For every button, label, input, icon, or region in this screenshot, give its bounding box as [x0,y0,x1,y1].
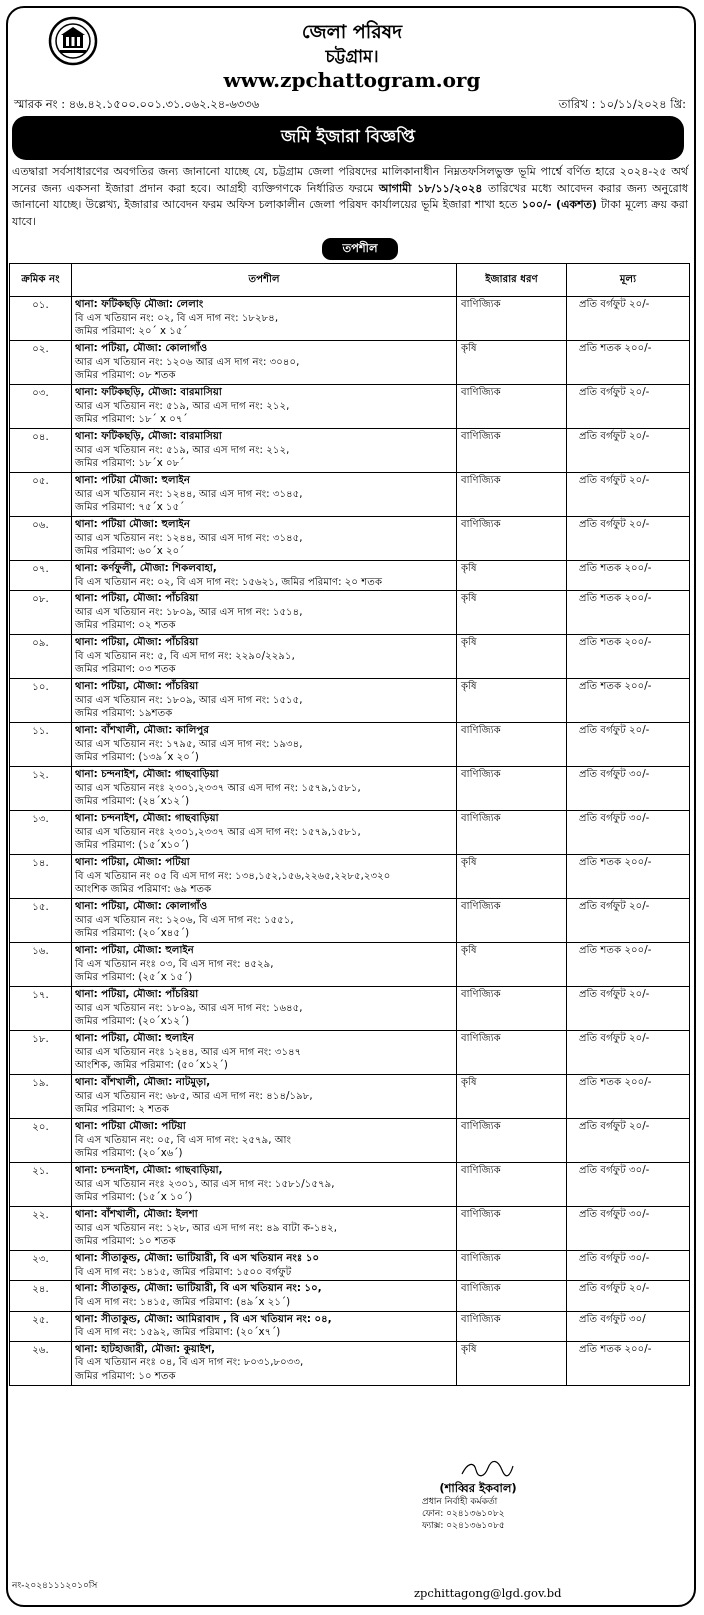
row-serial: ২৬. [10,1341,72,1385]
row-lease-type: বাণিজ্যিক [457,297,567,341]
row-khatian-dag: আর এস খতিয়ান নংঃ ২৩০১,২৩৩৭ আর এস দাগ নং: ১৫৭৯,১৫৮১, [75,826,361,838]
row-lease-type: বাণিজ্যিক [457,473,567,517]
row-khatian-dag: বি এস খতিয়ান নং: ০২, বি এস দাগ নং: ১৫৬২১, জমির পরিমাণ: ২০ শতক [75,576,383,588]
row-khatian-dag: বি এস খতিয়ান নং ০৫ বি এস দাগ নং: ১৩৪,১৫২,১৫৬,২২৬৫,২২৮৫,২৩২০ [75,870,391,882]
row-location: থানা: বাঁশখালী, মৌজা: নাটমুড়া, [75,1077,211,1089]
table-row [10,723,690,767]
row-price: প্রতি বর্গফুট ২০/- [567,297,690,341]
row-location: থানা: পটিয়া, মৌজা: হুলাইন [75,945,194,957]
row-khatian-dag: আর এস খতিয়ান নং: ১৮০৯, আর এস দাগ নং: ১৬৪৫, [75,1002,303,1014]
row-land-area: জমির পরিমাণ: ২ শতক [75,1104,170,1116]
row-khatian-dag: বি এস খতিয়ান নং: ৫, বি এস দাগ নং: ২২৯০/২২৯১, [75,650,295,662]
row-schedule [72,591,457,635]
row-khatian-dag: আর এস খতিয়ান নং: ১২৪৪, আর এস দাগ নং: ৩১৪৫, [75,532,303,544]
row-serial: ১৪. [10,855,72,899]
row-location: থানা: পটিয়া মৌজা: হুলাইন [75,475,190,486]
table-row [10,1119,690,1163]
row-schedule [72,635,457,679]
row-schedule [72,297,457,341]
row-price: প্রতি বর্গফুট ৩০/- [567,1207,690,1251]
row-serial: ১৫. [10,899,72,943]
row-price: প্রতি শতক ২০০/- [567,1075,690,1119]
row-schedule [72,1281,457,1311]
website-link[interactable]: www.zpchattogram.org [223,68,481,92]
row-serial: ০৫. [10,473,72,517]
row-land-area: আংশিক জমির পরিমাণ: ৬৯ শতক [75,884,212,896]
footer-reference: নং-২০২৪১১১২০১০সি [12,1581,98,1591]
row-land-area: জমির পরিমাণ: (২৪´x১২´) [75,796,190,808]
row-land-area: জমির পরিমাণ: ৭৫´x ১৫´ [75,502,185,514]
row-serial: ০২. [10,341,72,385]
row-location: থানা: চন্দনাইশ, মৌজা: গাছবাড়িয়া [75,813,219,825]
row-price: প্রতি বর্গফুট ২০/- [567,1119,690,1163]
row-schedule [72,341,457,385]
row-location: থানা: চন্দনাইশ, মৌজা: গাছবাড়িয়া [75,769,219,781]
row-price: প্রতি বর্গফুট ৩০/- [567,767,690,811]
row-khatian-dag: বি এস দাগ নং: ১৪১৫, জমির পরিমাণ: ১৫০০ বর্গফুট [75,1266,292,1278]
row-khatian-dag: আর এস খতিয়ান নং: ১২৮, আর এস দাগ নং: ৪৯ বাটা ক-১৪২, [75,1222,337,1234]
table-row [10,943,690,987]
row-location: থানা: সীতাকুন্ড, মৌজা: ভাটিয়ারী, বি এস খতিয়ান নং: ১০, [75,1283,322,1295]
row-lease-type: বাণিজ্যিক [457,987,567,1031]
row-price: প্রতি শতক ২০০/- [567,591,690,635]
intro-text-3: টাকা মূল্যে ক্রয় করা যাবে। [12,198,688,228]
row-price: প্রতি শতক ২০০/- [567,1341,690,1385]
row-serial: ১৯. [10,1075,72,1119]
table-row [10,517,690,561]
signatory-name: (শাব্বির ইকবাল) [439,1481,517,1495]
row-land-area: আংশিক, জমির পরিমাণ: (৫০´x১২´) [75,1060,228,1072]
row-lease-type: কৃষি [457,943,567,987]
row-location: থানা: পটিয়া মৌজা: হুলাইন [75,519,190,530]
table-row [10,473,690,517]
row-schedule [72,1207,457,1251]
row-land-area: জমির পরিমাণ: ১৯শতক [75,708,173,720]
row-khatian-dag: আর এস খতিয়ান নং: ১২০৬ আর এস দাগ নং: ৩০৪০, [75,356,300,368]
row-serial: ০৪. [10,429,72,473]
row-khatian-dag: বি এস খতিয়ান নংঃ ০৩, বি এস দাগ নং: ৪৫২৯, [75,958,274,970]
organization-city: চট্টগ্রাম। [325,47,379,67]
row-lease-type: বাণিজ্যিক [457,517,567,561]
row-land-area: জমির পরিমাণ: (২০´x৪৫´) [75,928,190,940]
row-price: প্রতি শতক ২০০/- [567,855,690,899]
row-khatian-dag: আর এস খতিয়ান নং: ৫১৯, আর এস দাগ নং: ২১২, [75,444,290,456]
signatory-details [422,1496,505,1532]
row-lease-type: বাণিজ্যিক [457,899,567,943]
row-price: প্রতি বর্গফুট ২০/- [567,723,690,767]
row-location: থানা: বাঁশখালী, মৌজা: ইলশা [75,1209,198,1221]
row-price: প্রতি বর্গফুট ৩০/- [567,811,690,855]
table-header-row [10,264,690,297]
table-row [10,1251,690,1281]
table-row [10,635,690,679]
row-lease-type: বাণিজ্যিক [457,1311,567,1341]
table-row [10,1163,690,1207]
row-khatian-dag: আর এস খতিয়ান নং: ১২৪৪, আর এস দাগ নং: ৩১৪৫, [75,488,303,500]
intro-fee: ১০০/- (একশত) [521,198,597,211]
row-price: প্রতি বর্গফুট ৩০/- [567,1251,690,1281]
table-row [10,1341,690,1385]
row-price: প্রতি বর্গফুট ৩০/- [567,1163,690,1207]
row-lease-type: কৃষি [457,1075,567,1119]
row-khatian-dag: বি এস দাগ নং: ১৪১৫, জমির পরিমাণ: (৪৯´x ২১´) [75,1296,291,1308]
row-location: থানা: সীতাকুন্ড, মৌজা: ভাটিয়ারী, বি এস খতিয়ান নংঃ ১০ [75,1253,320,1265]
row-khatian-dag: বি এস খতিয়ান নং: ০৫, বি এস দাগ নং: ২৫৭৯, আং [75,1134,292,1146]
row-price: প্রতি বর্গফুট ২০/- [567,517,690,561]
row-schedule [72,473,457,517]
table-row [10,297,690,341]
intro-text-1: এতদ্বারা সর্বসাধারণের অবগতির জন্য জানানো যাচ্ছে যে, চট্টগ্রাম জেলা পরিষদের মালিকানাধীন নিম্নতফসিলভুক্ত ভূমি পার্শ্বে বর্ণিত হারে ২০২৪-২৫ অর্থ সনের জন্য একসনা ইজারা প্রদান করা হবে। আগ্রহী ব্যক্তিগণকে নির্ধারিত ফরমে [12,165,688,195]
table-row [10,429,690,473]
row-location: থানা: কর্ণফুলী, মৌজা: শিকলবাহা, [75,563,217,574]
row-price: প্রতি বর্গফুট ২০/- [567,1281,690,1311]
row-serial: ২০. [10,1119,72,1163]
row-lease-type: বাণিজ্যিক [457,1031,567,1075]
row-location: থানা: পটিয়া, মৌজা: পাঁচরিয়া [75,637,199,649]
table-row [10,1031,690,1075]
row-location: থানা: ফটিকছড়ি মৌজা: লেলাং [75,299,204,310]
row-schedule [72,1119,457,1163]
row-lease-type: কৃষি [457,635,567,679]
row-schedule [72,1311,457,1341]
row-price: প্রতি বর্গফুট ২০/- [567,987,690,1031]
row-location: থানা: হাটহাজারী, মৌজা: কুয়াইশ, [75,1343,216,1355]
row-location: থানা: সীতাকুন্ড, মৌজা: আমিরাবাদ , বি এস খতিয়ান নং: ০৪, [75,1313,332,1325]
row-khatian-dag: আর এস খতিয়ান নং: ১৮০৯, আর এস দাগ নং: ১৫১৪, [75,606,303,618]
table-row [10,385,690,429]
row-price: প্রতি বর্গফুট ২০/- [567,1031,690,1075]
row-schedule [72,385,457,429]
row-land-area: জমির পরিমাণ: ১০ শতক [75,1370,176,1382]
row-location: থানা: পটিয়া, মৌজা: পাঁচরিয়া [75,593,199,605]
row-serial: ১৭. [10,987,72,1031]
row-lease-type: কৃষি [457,561,567,591]
row-schedule [72,767,457,811]
signatory-designation: প্রধান নির্বাহী কর্মকর্তা [422,1497,498,1507]
notice-date: তারিখ : ১০/১১/২০২৪ খ্রি: [558,97,686,111]
row-khatian-dag: বি এস খতিয়ান নংঃ ০৪, বি এস দাগ নং: ৮০৩১,৮০৩৩, [75,1357,304,1369]
row-location: থানা: পটিয়া, মৌজা: পটিয়া [75,857,190,869]
row-price: প্রতি শতক ২০০/- [567,561,690,591]
table-row [10,591,690,635]
row-serial: ০১. [10,297,72,341]
row-schedule [72,561,457,591]
row-schedule [72,1075,457,1119]
row-land-area: জমির পরিমাণ: (২০´x১২´) [75,1016,190,1028]
table-row [10,341,690,385]
row-land-area: জমির পরিমাণ: ১০ শতক [75,1236,176,1248]
row-land-area: জমির পরিমাণ: ০৮ শতক [75,370,176,382]
row-lease-type: কৃষি [457,591,567,635]
row-schedule [72,1251,457,1281]
row-khatian-dag: আর এস খতিয়ান নং: ১২০৬, বি এস দাগ নং: ১৫৫১, [75,914,294,926]
row-schedule [72,899,457,943]
row-price: প্রতি শতক ২০০/- [567,635,690,679]
signature-scribble-icon [456,1458,516,1480]
row-price: প্রতি বর্গফুট ২০/- [567,899,690,943]
row-location: থানা: পটিয়া, মৌজা: কোলাগাঁও [75,901,208,913]
row-location: থানা: পটিয়া মৌজা: পটিয়া [75,1121,186,1133]
row-lease-type: বাণিজ্যিক [457,1119,567,1163]
row-serial: ২৩. [10,1251,72,1281]
row-location: থানা: ফটিকছড়ি, মৌজা: বারমাসিয়া [75,431,222,442]
row-serial: ১২. [10,767,72,811]
row-schedule [72,1341,457,1385]
organization-name: জেলা পরিষদ [301,21,403,43]
row-khatian-dag: আর এস খতিয়ান নংঃ ২৩০১, আর এস দাগ নং: ১৫৮১/১৫৭৯, [75,1178,335,1190]
row-schedule [72,811,457,855]
row-land-area: জমির পরিমাণ: ৬০´x ২০´ [75,546,185,558]
row-lease-type: কৃষি [457,341,567,385]
row-lease-type: কৃষি [457,1341,567,1385]
row-lease-type: বাণিজ্যিক [457,1281,567,1311]
table-row [10,899,690,943]
row-price: প্রতি শতক ২০০/- [567,943,690,987]
row-serial: ১৮. [10,1031,72,1075]
table-row [10,679,690,723]
row-serial: ০৩. [10,385,72,429]
row-khatian-dag: আর এস খতিয়ান নং: ৬৮৫, আর এস দাগ নং: ৪১৪/১৯৮, [75,1090,313,1102]
row-schedule [72,943,457,987]
signatory-fax: ফ্যাক্স: ০২৪১৩৬১০৮৫ [422,1521,505,1531]
table-body [10,297,690,1386]
schedule-label-text: তপশীল [342,240,378,255]
row-serial: ০৯. [10,635,72,679]
row-khatian-dag: আর এস খতিয়ান নং: ১৮০৯, আর এস দাগ নং: ১৫১৫, [75,694,303,706]
row-lease-type: বাণিজ্যিক [457,1251,567,1281]
row-land-area: জমির পরিমাণ: ০২ শতক [75,620,176,632]
row-land-area: জমির পরিমাণ: (২৫´x ১৫´) [75,972,193,984]
row-land-area: জমির পরিমাণ: ১৮´ x ০৭´ [75,414,188,426]
table-row [10,1311,690,1341]
intro-paragraph [12,164,688,230]
row-schedule [72,855,457,899]
row-serial: ১০. [10,679,72,723]
signatory-phone: ফোন: ০২৪১৩৬১০৮২ [422,1509,505,1519]
row-khatian-dag: আর এস খতিয়ান নংঃ ২৩০১,২৩৩৭ আর এস দাগ নং: ১৫৭৯,১৫৮১, [75,782,361,794]
notice-title: জমি ইজারা বিজ্ঞপ্তি [280,127,416,147]
row-serial: ০৬. [10,517,72,561]
row-khatian-dag: আর এস খতিয়ান নং: ৫১৯, আর এস দাগ নং: ২১২, [75,400,290,412]
table-row [10,767,690,811]
table-row [10,987,690,1031]
header-schedule: তপশীল [72,264,457,297]
row-land-area: জমির পরিমাণ: (১৫´x১০´) [75,840,190,852]
header-lease-type: ইজারার ধরণ [457,264,567,297]
schedule-label [322,238,398,260]
row-serial: ২৫. [10,1311,72,1341]
table-row [10,1281,690,1311]
row-serial: ২৪. [10,1281,72,1311]
memo-number: স্মারক নং : ৪৬.৪২.১৫০০.০০১.৩১.০৬২.২৪-৬৩৩৬ [14,97,260,111]
row-schedule [72,987,457,1031]
row-location: থানা: বাঁশখালী, মৌজা: কালিপুর [75,725,209,737]
intro-deadline: আগামী ১৮/১১/২০২৪ [378,181,483,195]
table-row [10,1207,690,1251]
row-khatian-dag: বি এস খতিয়ান নং: ০২, বি এস দাগ নং: ১৮২৮৪, [75,312,279,324]
row-price: প্রতি বর্গফুট ২০/- [567,473,690,517]
row-khatian-dag: আর এস খতিয়ান নংঃ ১২৪৪, আর এস দাগ নং: ৩১৪৭ [75,1046,302,1058]
row-schedule [72,429,457,473]
row-lease-type: কৃষি [457,855,567,899]
row-serial: ১১. [10,723,72,767]
contact-email[interactable]: zpchittagong@lgd.gov.bd [414,1586,562,1600]
row-schedule [72,1163,457,1207]
row-serial: ২২. [10,1207,72,1251]
row-land-area: জমির পরিমাণ: (১৫´x ১০´) [75,1192,193,1204]
row-serial: ০৭. [10,561,72,591]
row-location: থানা: ফটিকছড়ি, মৌজা: বারমাসিয়া [75,387,222,398]
header-price: মূল্য [567,264,690,297]
row-location: থানা: পটিয়া, মৌজা: হুলাইন [75,1033,194,1045]
row-location: থানা: পটিয়া, মৌজা: কোলাগাঁও [75,343,208,354]
intro-text-2: তারিখের মধ্যে আবেদন করার জন্য অনুরোধ জানানো যাচ্ছে। উল্লেখ্য, ইজারার আবেদন ফরম অফিস চলাকালীন জেলা পরিষদ কার্যালয়ের ভূমি ইজারা শাখা হতে [12,181,689,211]
row-land-area: জমির পরিমাণ: (২০´x৬´) [75,1148,183,1160]
row-serial: ২১. [10,1163,72,1207]
header-serial: ক্রমিক নং [10,264,72,297]
row-schedule [72,723,457,767]
row-khatian-dag: বি এস দাগ নং: ১৫৯২, জমির পরিমাণ: (২০´x৭´) [75,1327,281,1339]
row-schedule [72,679,457,723]
row-price: প্রতি শতক ২০০/- [567,341,690,385]
table-row [10,1075,690,1119]
row-land-area: জমির পরিমাণ: ০৩ শতক [75,664,176,676]
row-location: থানা: চন্দনাইশ, মৌজা: গাছবাড়িয়া, [75,1165,223,1177]
row-lease-type: কৃষি [457,679,567,723]
row-lease-type: বাণিজ্যিক [457,811,567,855]
row-lease-type: বাণিজ্যিক [457,429,567,473]
row-land-area: জমির পরিমাণ: (১৩৯´x ২০´) [75,752,199,764]
table-row [10,811,690,855]
row-serial: ১৩. [10,811,72,855]
row-land-area: জমির পরিমাণ: ২০´ x ১৫´ [75,326,188,338]
row-lease-type: বাণিজ্যিক [457,1207,567,1251]
row-schedule [72,1031,457,1075]
row-serial: ১৬. [10,943,72,987]
land-schedule-table [9,263,690,1386]
row-lease-type: বাণিজ্যিক [457,723,567,767]
row-location: থানা: পটিয়া, মৌজা: পাঁচরিয়া [75,989,199,1001]
notice-title-banner [12,116,684,160]
row-lease-type: বাণিজ্যিক [457,1163,567,1207]
row-price: প্রতি বর্গফুট ২০/- [567,385,690,429]
table-row [10,855,690,899]
row-price: প্রতি বর্গফুট ৩০/ [567,1311,690,1341]
row-lease-type: বাণিজ্যিক [457,767,567,811]
table-row [10,561,690,591]
row-schedule [72,517,457,561]
row-price: প্রতি শতক ২০০/- [567,679,690,723]
row-location: থানা: পটিয়া, মৌজা: পাঁচরিয়া [75,681,199,693]
row-land-area: জমির পরিমাণ: ১৮´x ০৮´ [75,458,185,470]
row-price: প্রতি বর্গফুট ২০/- [567,429,690,473]
row-lease-type: বাণিজ্যিক [457,385,567,429]
row-khatian-dag: আর এস খতিয়ান নং: ১৭৯৫, আর এস দাগ নং: ১৯৩৪, [75,738,303,750]
row-serial: ০৮. [10,591,72,635]
